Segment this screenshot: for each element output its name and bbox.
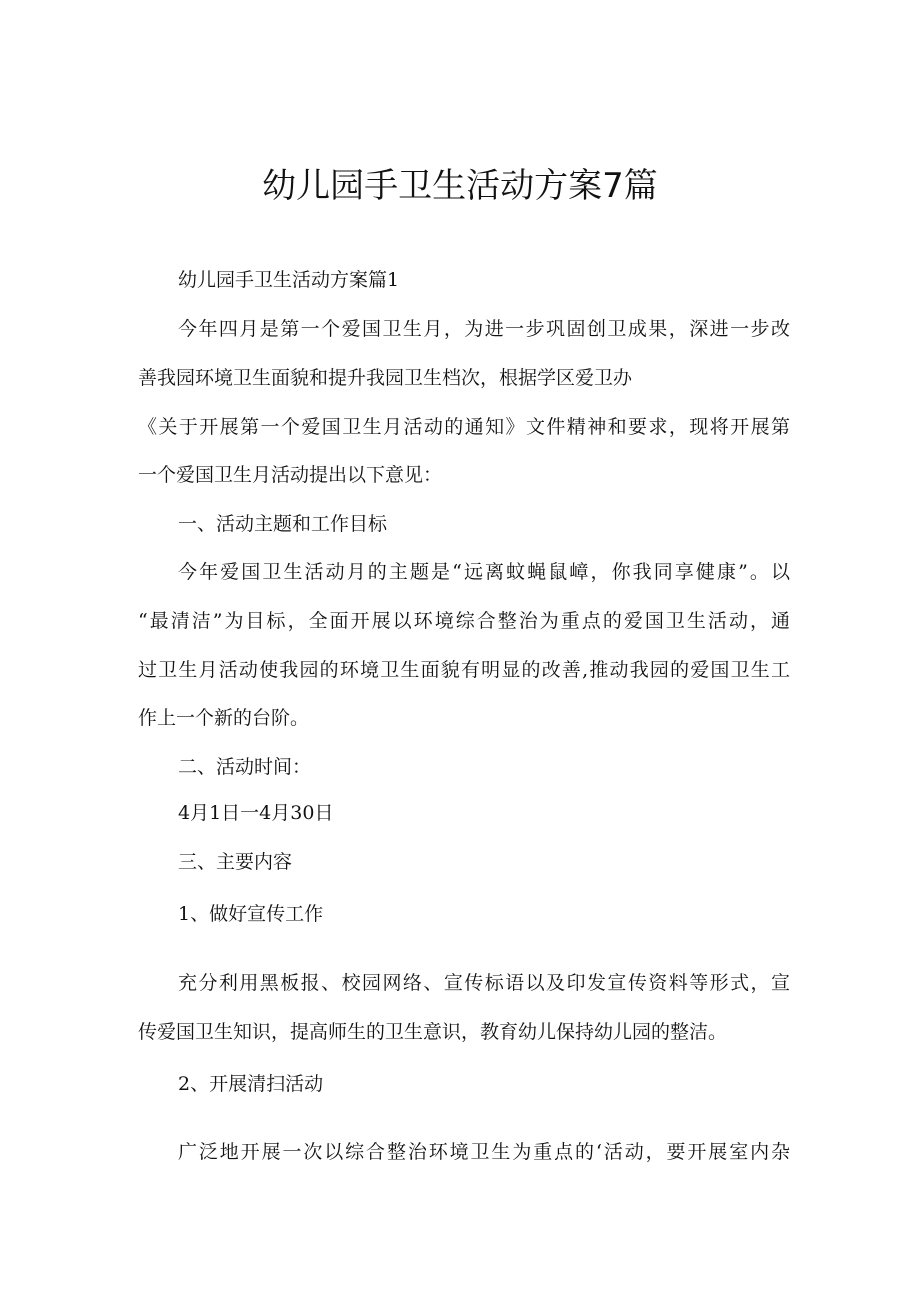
paragraph-line: 传爱国卫生知识，提高师生的卫生意识，教育幼儿保持幼儿园的整洁。	[138, 1021, 728, 1043]
paragraph-line: 善我园环境卫生面貌和提升我园卫生档次，根据学区爱卫办	[138, 367, 633, 389]
paragraph-line: 过卫生月活动使我园的环境卫生面貌有明显的改善,推动我园的爱国卫生工	[138, 659, 790, 681]
section-heading: 幼儿园手卫生活动方案篇1	[178, 269, 400, 291]
paragraph-line: 今年四月是第一个爱国卫生月，为进一步巩固创卫成果，深进一步改	[178, 318, 790, 340]
paragraph-line: 《关于开展第一个爱国卫生月活动的通知》文件精神和要求，现将开展第	[138, 416, 790, 438]
section-heading: 一、活动主题和工作目标	[178, 513, 388, 535]
paragraph-line: 广泛地开展一次以综合整治环境卫生为重点的‘活动，要开展室内杂	[178, 1141, 790, 1163]
paragraph-line: 充分利用黑板报、校园网络、宣传标语以及印发宣传资料等形式，宣	[178, 972, 790, 994]
document-title: 幼儿园手卫生活动方案7篇	[262, 166, 658, 206]
section-heading: 二、活动时间：	[178, 756, 312, 778]
subsection-heading: 2、开展清扫活动	[178, 1073, 324, 1095]
paragraph-line: 今年爱国卫生活动月的主题是“远离蚊蝇鼠嶂，你我同享健康”。以	[178, 561, 790, 583]
subsection-heading: 1、做好宣传工作	[178, 903, 324, 925]
paragraph-line: 4月1日一4月30日	[178, 802, 334, 824]
paragraph-line: 作上一个新的台阶。	[138, 707, 310, 729]
section-heading: 三、主要内容	[178, 851, 293, 873]
paragraph-line: 一个爱国卫生月活动提出以下意见：	[138, 464, 443, 486]
paragraph-line: “最清洁”为目标，全面开展以环境综合整治为重点的爱国卫生活动，通	[138, 610, 790, 632]
